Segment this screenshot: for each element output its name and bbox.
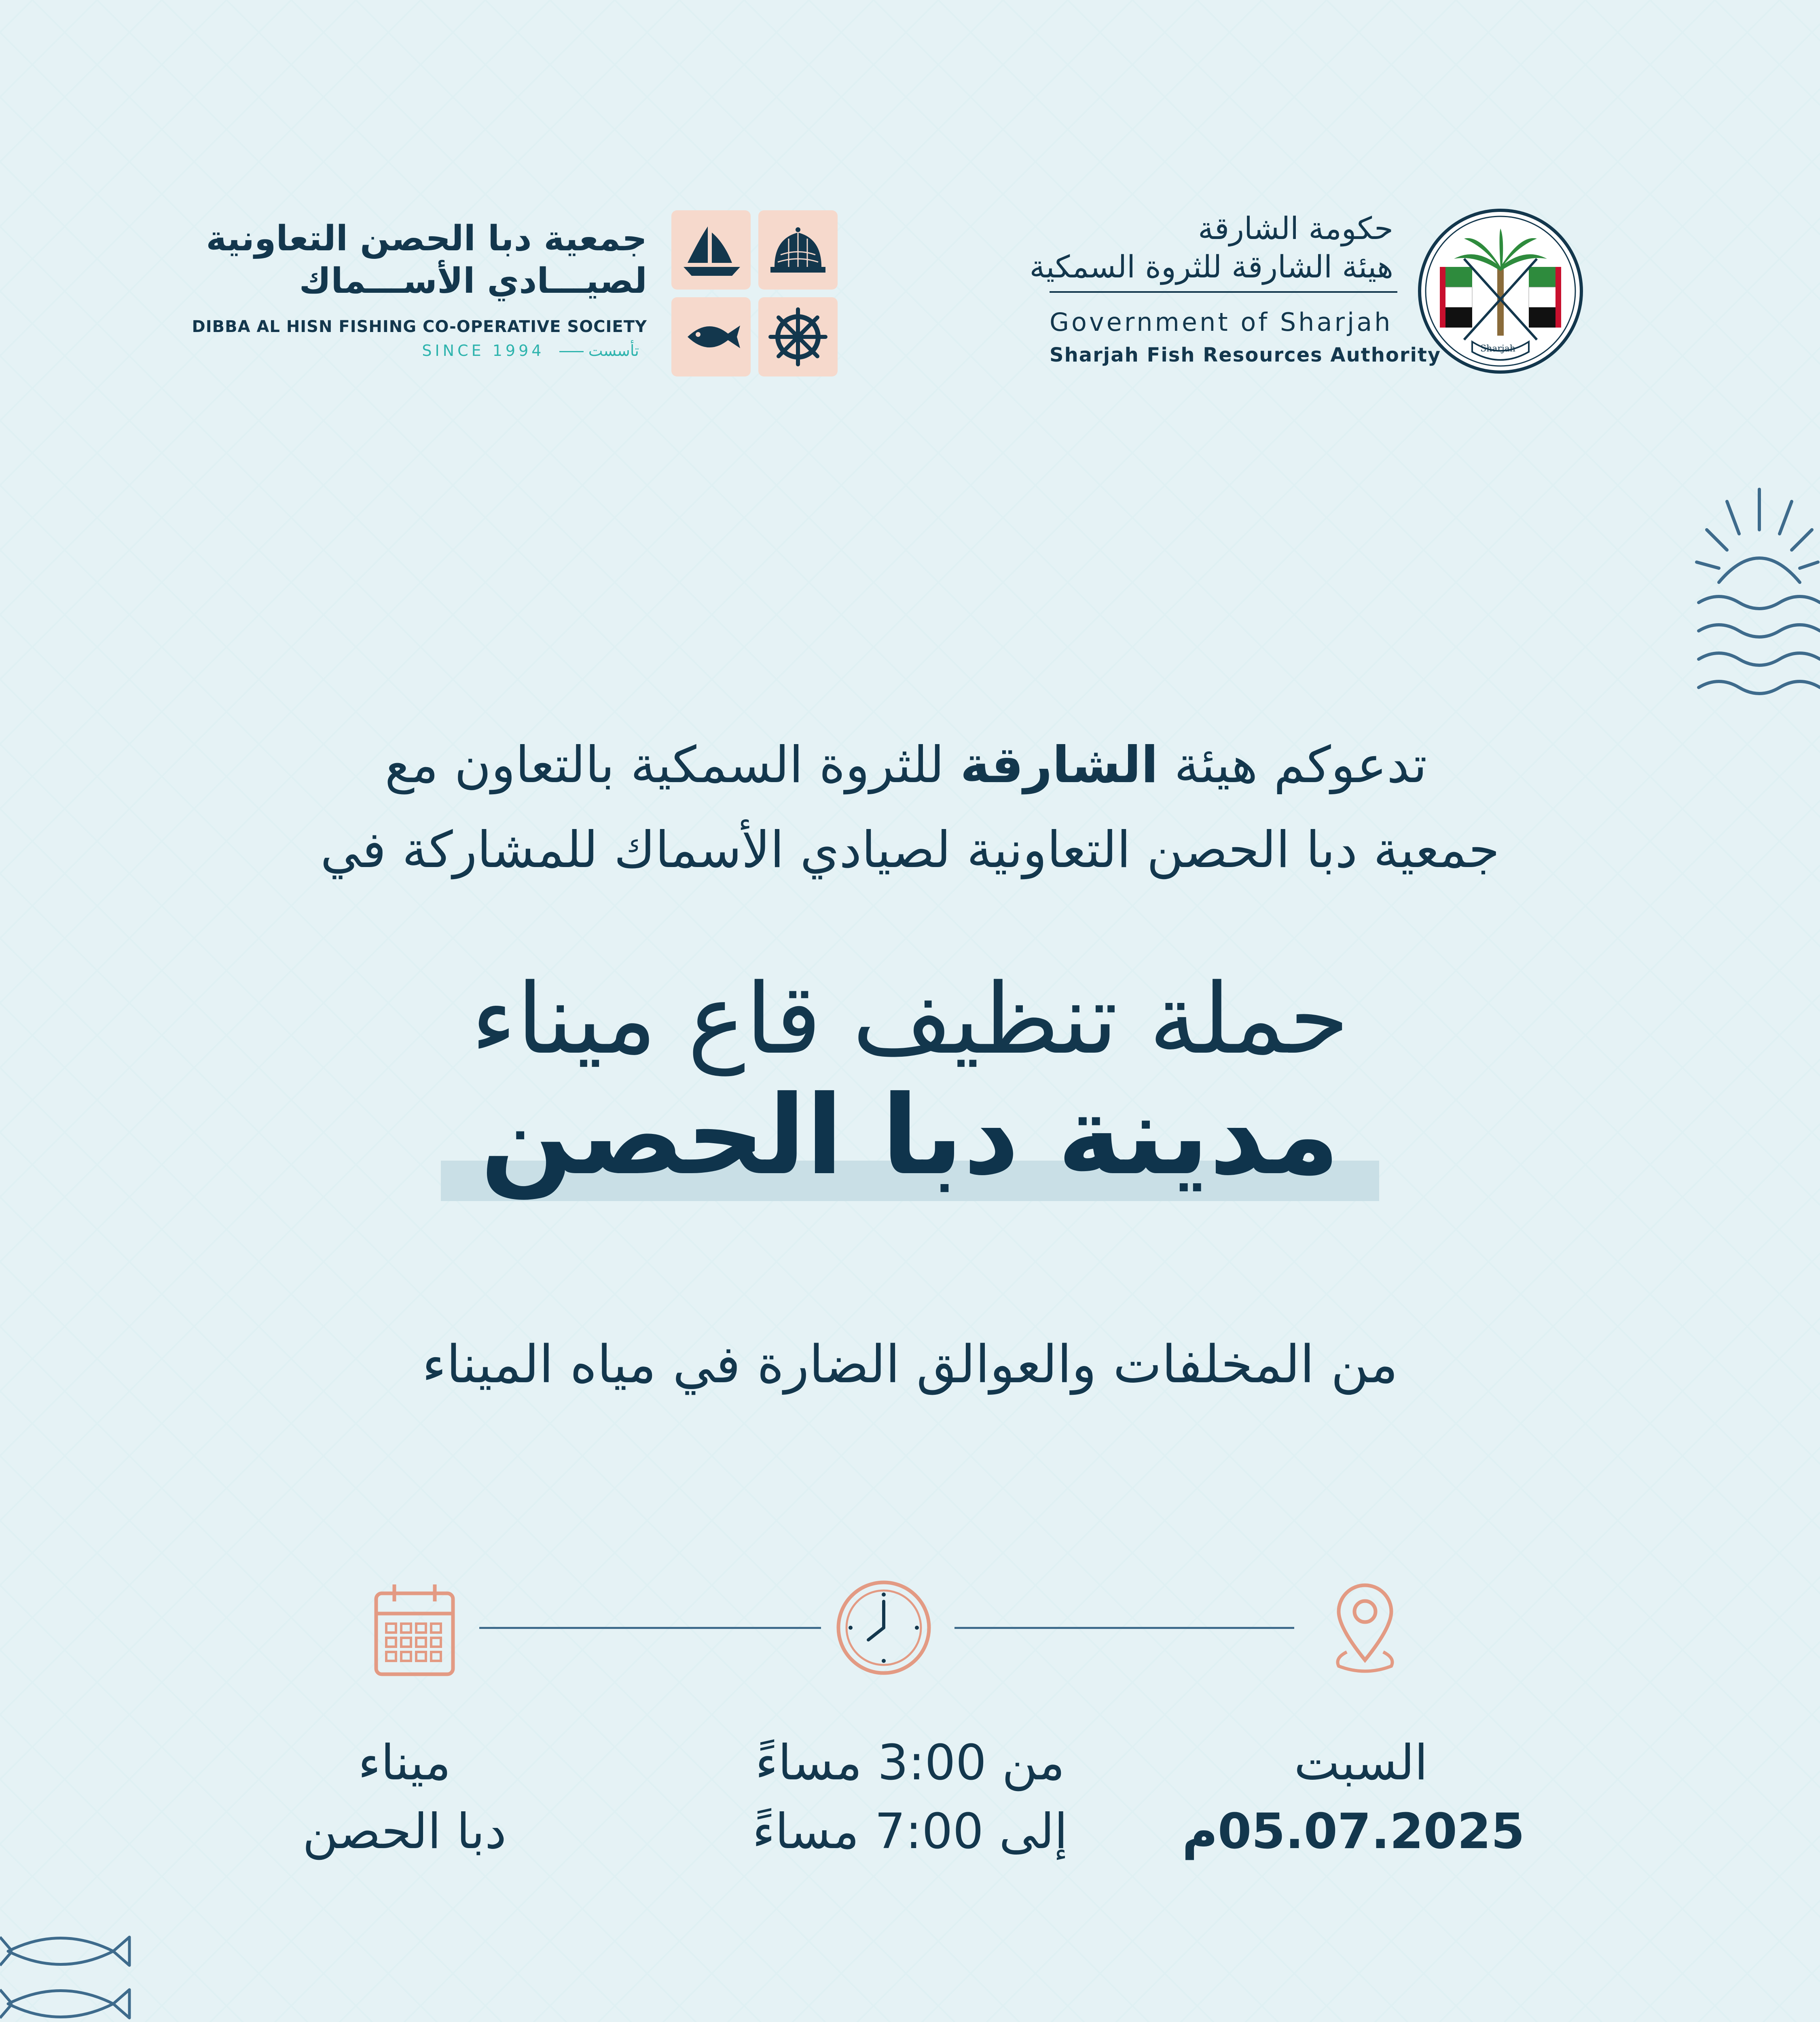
campaign-title-line-2: مدينة دبا الحصن (480, 1072, 1340, 1199)
time-to: إلى 7:00 مساءً (752, 1804, 1068, 1860)
calendar-icon (372, 1581, 457, 1678)
since-english: SINCE 1994 (422, 342, 545, 360)
since-arabic: تأسست (588, 342, 639, 360)
authority-english-name: Sharjah Fish Resources Authority (1050, 344, 1441, 366)
location-line-1: ميناء (358, 1735, 451, 1791)
location-pin-icon (1331, 1579, 1399, 1676)
invitation-line-1-bold: الشارقة (960, 736, 1158, 794)
government-arabic-name: حكومة الشارقة (1198, 210, 1393, 246)
government-english-name: Government of Sharjah (1050, 307, 1393, 337)
society-arabic-subname: لصيـــادي الأســـماك (299, 261, 647, 301)
time-from: من 3:00 مساءً (755, 1735, 1065, 1791)
location-line-2: دبا الحصن (302, 1804, 507, 1860)
emblem-label: Sharjah (1480, 344, 1515, 354)
date-day: السبت (1294, 1735, 1428, 1791)
society-english-name: DIBBA AL HISN FISHING CO-OPERATIVE SOCIETY (192, 317, 647, 336)
fish-icon (671, 297, 751, 376)
date-value: 05.07.2025م (1182, 1804, 1525, 1860)
invitation-line-1-start: تدعوكم هيئة (1174, 736, 1427, 794)
ship-wheel-icon (758, 297, 838, 376)
invitation-line-1 (0, 736, 1820, 794)
campaign-subtitle: من المخلفات والعوالق الضارة في مياه الميناء (422, 1335, 1398, 1395)
fish-outline-icon (0, 1929, 133, 2022)
clock-icon (835, 1579, 932, 1676)
society-since (422, 342, 639, 360)
divider-line-right (954, 1627, 1294, 1629)
dhow-boat-icon (671, 210, 751, 290)
invitation-line-1-end: للثروة السمكية بالتعاون مع (385, 736, 944, 794)
authority-arabic-name: هيئة الشارقة للثروة السمكية (1029, 249, 1393, 285)
sun-waves-icon (1695, 481, 1820, 716)
government-logo-divider (1050, 291, 1397, 293)
society-arabic-name: جمعية دبا الحصن التعاونية (206, 218, 647, 259)
divider-line-left (479, 1627, 821, 1629)
campaign-title-line-1: حملة تنظيف قاع ميناء (471, 962, 1349, 1076)
invitation-line-2: جمعية دبا الحصن التعاونية لصيادي الأسماك للمشاركة في (320, 821, 1500, 879)
mosque-dome-icon (758, 210, 838, 290)
